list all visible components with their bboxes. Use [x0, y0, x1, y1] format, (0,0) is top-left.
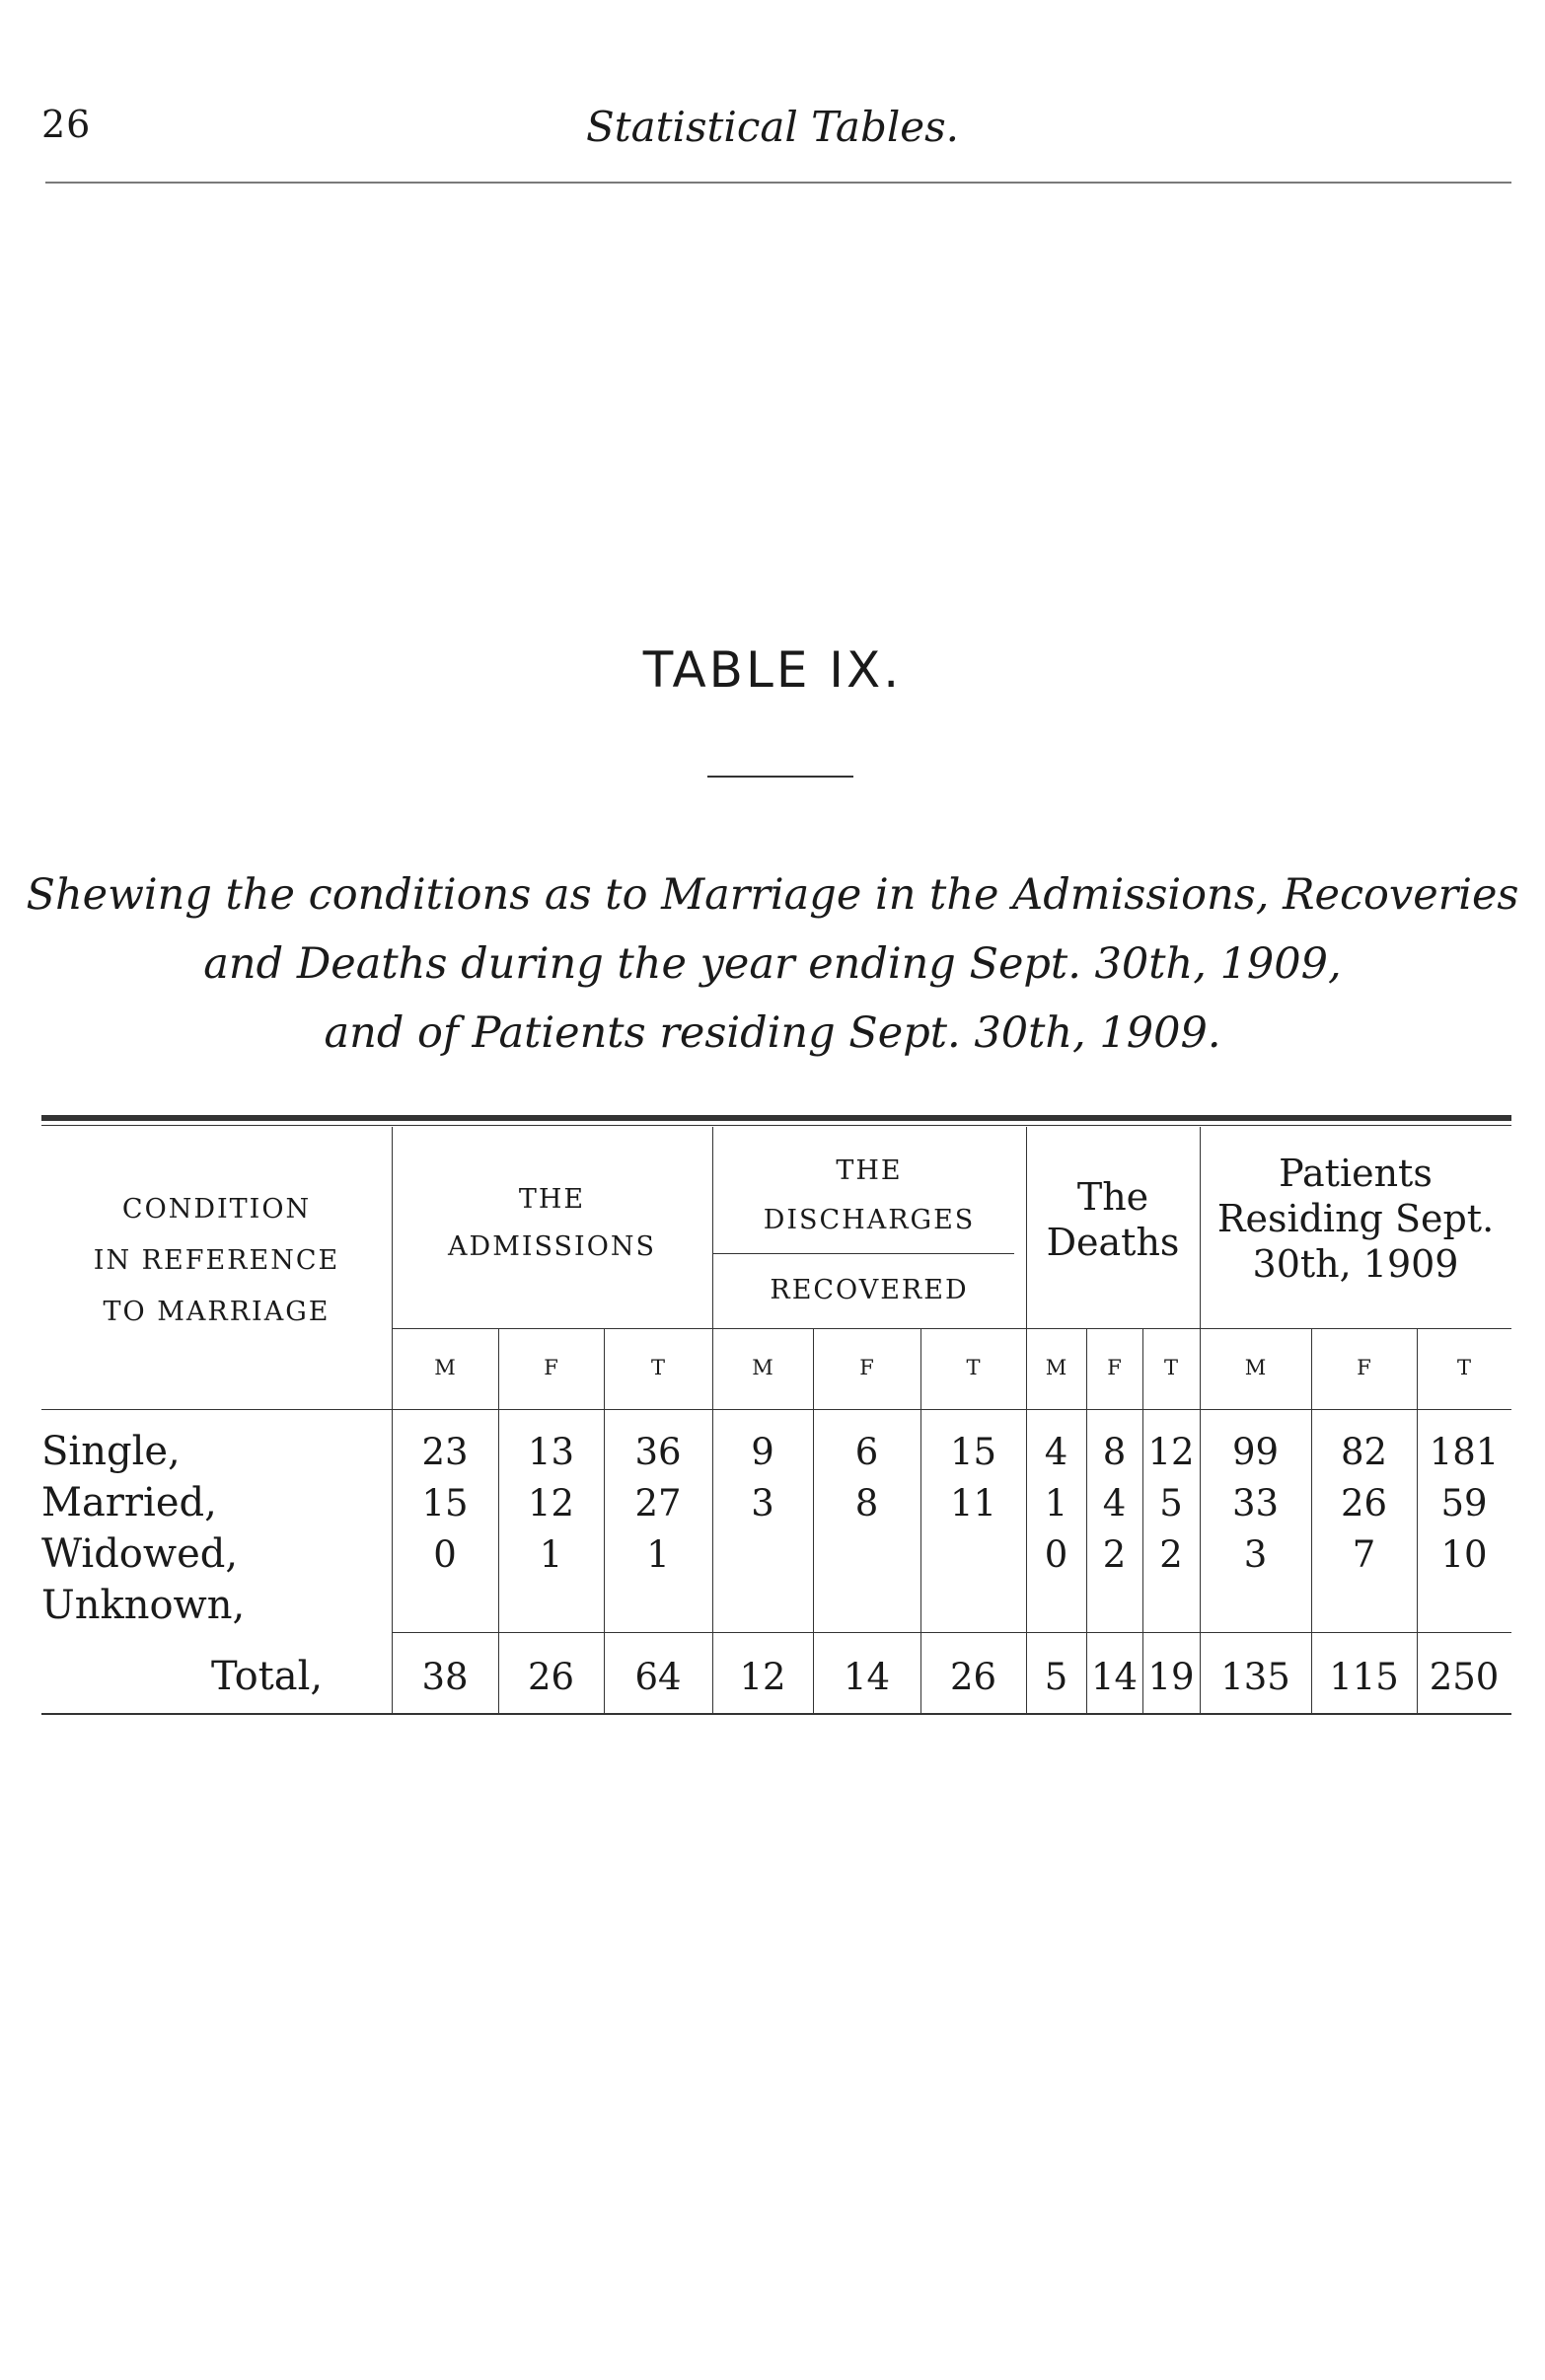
header-line: THE [518, 1184, 586, 1215]
table-cell: 3 [751, 1482, 774, 1525]
deaths-header [1026, 1174, 1200, 1265]
sub-label: M [434, 1356, 456, 1379]
table-cell: 6 [854, 1431, 879, 1473]
sub-label: F [1357, 1356, 1371, 1379]
table-cell: 12 [739, 1656, 786, 1698]
table-cell: 19 [1147, 1656, 1195, 1698]
table-cell: 181 [1429, 1431, 1500, 1473]
header-line: ADMISSIONS [448, 1231, 656, 1262]
sub-label: T [1456, 1356, 1471, 1379]
subtitle-line: Shewing the conditions as to Marriage in the Admissions, Recoveries [26, 870, 1519, 920]
header-line: DISCHARGES [763, 1205, 976, 1235]
table-cell: 26 [527, 1656, 575, 1698]
table-cell: 26 [949, 1656, 997, 1698]
table-title: TABLE IX. [642, 641, 903, 699]
sub-label: F [544, 1356, 558, 1379]
table-cell: 0 [1044, 1533, 1068, 1576]
table-cell: 15 [949, 1431, 997, 1473]
table-cell: 14 [1090, 1656, 1139, 1698]
table-cell: 0 [433, 1533, 457, 1576]
admissions-header [392, 1176, 712, 1271]
header-line: Deaths [1046, 1221, 1180, 1264]
table-cell: 14 [843, 1656, 891, 1698]
sub-label: M [752, 1356, 773, 1379]
sub-label: T [650, 1356, 665, 1379]
table-cell: 2 [1159, 1533, 1183, 1576]
row-label: Single, [41, 1429, 181, 1474]
table-bottom-rule [41, 1713, 1511, 1715]
sub-label: T [966, 1356, 981, 1379]
table-cell: 38 [421, 1656, 469, 1698]
table-cell: 15 [421, 1482, 469, 1525]
residing-header [1200, 1151, 1511, 1287]
sub-label: T [1163, 1356, 1178, 1379]
table-cell: 4 [1044, 1431, 1068, 1473]
recovered-rule [713, 1253, 1014, 1254]
table-top-rule [41, 1115, 1511, 1121]
table-cell: 250 [1429, 1656, 1500, 1698]
table-cell: 8 [854, 1482, 879, 1525]
running-title: Statistical Tables. [585, 103, 960, 151]
table-cell: 82 [1340, 1431, 1388, 1473]
table-cell: 33 [1231, 1482, 1280, 1525]
table-cell: 1 [1044, 1482, 1068, 1525]
table-cell: 10 [1440, 1533, 1488, 1576]
row-label: Married, [41, 1480, 217, 1525]
table-cell: 12 [527, 1482, 575, 1525]
recovered-header: RECOVERED [770, 1275, 969, 1305]
header-line: IN REFERENCE [93, 1245, 340, 1276]
table-cell: 59 [1440, 1482, 1488, 1525]
table-cell: 7 [1352, 1533, 1376, 1576]
sub-label: M [1244, 1356, 1267, 1379]
discharges-header [712, 1147, 1026, 1245]
table-cell: 135 [1220, 1656, 1290, 1698]
header-line: Residing Sept. [1216, 1197, 1495, 1240]
header-line: Patients [1279, 1152, 1433, 1195]
table-top-rule-thin [41, 1125, 1511, 1126]
header-line: CONDITION [121, 1194, 312, 1225]
table-cell: 4 [1102, 1482, 1127, 1525]
table-cell: 26 [1340, 1482, 1388, 1525]
header-line: The [1076, 1175, 1149, 1219]
header-line: THE [836, 1155, 903, 1186]
table-cell: 2 [1102, 1533, 1127, 1576]
condition-header [41, 1184, 392, 1338]
table-cell: 9 [751, 1431, 774, 1473]
table-cell: 115 [1329, 1656, 1399, 1698]
table-cell: 5 [1044, 1656, 1068, 1698]
table-cell: 1 [539, 1533, 563, 1576]
header-bottom-rule [41, 1409, 1511, 1410]
header-line: TO MARRIAGE [103, 1297, 331, 1327]
table-cell: 64 [634, 1656, 682, 1698]
total-top-rule [392, 1632, 1511, 1633]
table-cell: 12 [1147, 1431, 1195, 1473]
sublabel-top-rule [392, 1328, 1511, 1329]
table-cell: 3 [1243, 1533, 1268, 1576]
table-cell: 5 [1159, 1482, 1183, 1525]
header-line: 30th, 1909 [1252, 1242, 1459, 1286]
table-cell: 1 [646, 1533, 670, 1576]
table-cell: 99 [1231, 1431, 1280, 1473]
sub-label: F [859, 1356, 874, 1379]
row-label: Widowed, [41, 1531, 239, 1577]
table-cell: 11 [949, 1482, 997, 1525]
table-cell: 36 [634, 1431, 682, 1473]
sub-label: F [1107, 1356, 1122, 1379]
subtitle-line: and Deaths during the year ending Sept. 30th, 1909, [203, 939, 1342, 989]
total-label: Total, [211, 1654, 324, 1699]
table-cell: 23 [421, 1431, 469, 1473]
subtitle-line: and of Patients residing Sept. 30th, 1909. [324, 1008, 1221, 1058]
sub-label: M [1045, 1356, 1067, 1379]
row-label: Unknown, [41, 1583, 246, 1628]
page-number: 26 [41, 103, 92, 146]
table-cell: 8 [1102, 1431, 1127, 1473]
table-cell: 27 [634, 1482, 682, 1525]
table-cell: 13 [527, 1431, 575, 1473]
